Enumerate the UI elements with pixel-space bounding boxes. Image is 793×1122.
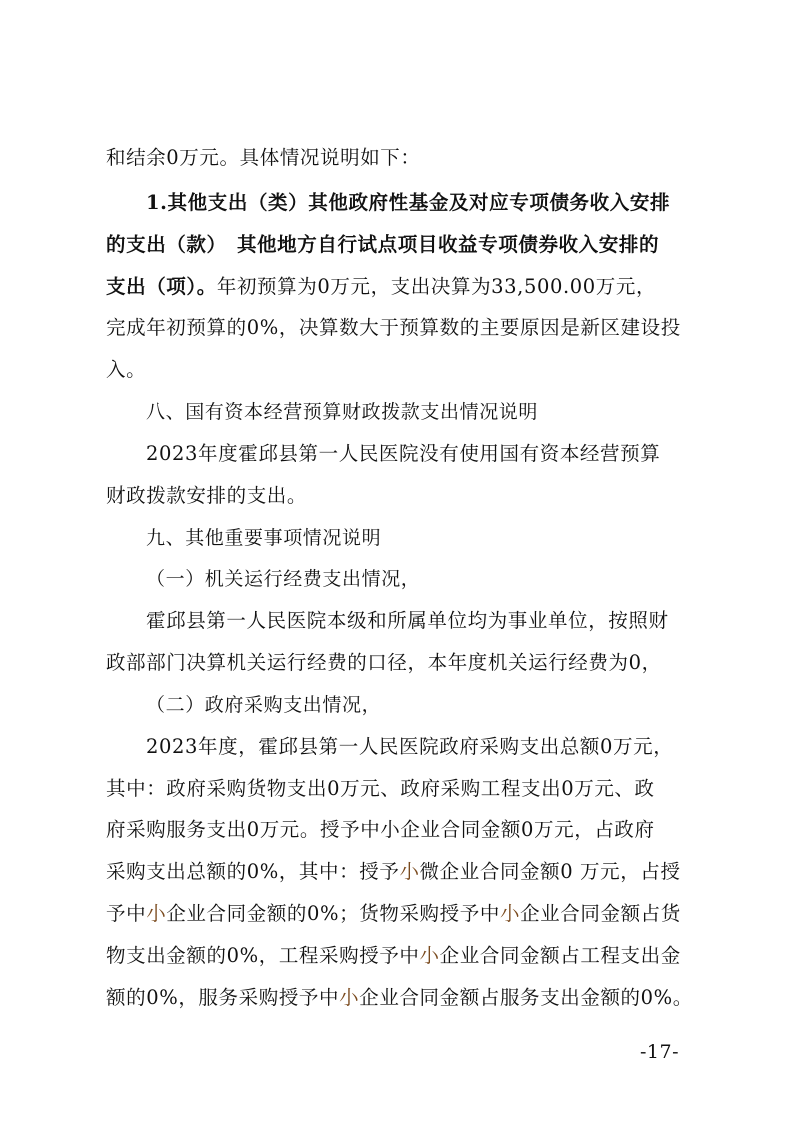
text-line: 支出（项）。年初预算为0万元，支出决算为33,500.00万元， (106, 275, 657, 298)
text-line: 政部部门决算机关运行经费的口径，本年度机关运行经费为0， (106, 651, 662, 674)
section-heading: 八、国有资本经营预算财政拨款支出情况说明 (146, 401, 539, 423)
text-line: 其中：政府采购货物支出0万元、政府采购工程支出0万元、政 (106, 777, 655, 800)
text-line: 的支出（款） 其他地方自行试点项目收益专项债券收入安排的 (106, 233, 660, 256)
text-line: 和结余0万元。具体情况说明如下： (106, 146, 421, 169)
text-line: 2023年度霍邱县第一人民医院没有使用国有资本经营预算 (146, 442, 661, 465)
text-line: 完成年初预算的0%，决算数大于预算数的主要原因是新区建设投 (106, 316, 681, 339)
text-line: 2023年度，霍邱县第一人民医院政府采购支出总额0万元， (146, 735, 674, 758)
text-line: 霍邱县第一人民医院本级和所属单位均为事业单位，按照财 (146, 609, 669, 632)
text-line: 予中小企业合同金额的0%；货物采购授予中小企业合同金额占货 (106, 902, 681, 925)
text-line: 府采购服务支出0万元。授予中小企业合同金额0万元，占政府 (106, 818, 655, 841)
text-line: 1.其他支出（类）其他政府性基金及对应专项债务收入安排 (146, 191, 671, 214)
section-heading: 九、其他重要事项情况说明 (146, 527, 382, 549)
text-line: 财政拨款安排的支出。 (106, 484, 308, 507)
text-line: 采购支出总额的0%，其中：授予小微企业合同金额0 万元，占授 (106, 860, 681, 883)
page-number: -17- (640, 1041, 680, 1063)
text-line: 额的0%，服务采购授予中小企业合同金额占服务支出金额的0%。 (106, 986, 693, 1009)
text-line: 入。 (106, 358, 147, 381)
subsection-heading: （一）机关运行经费支出情况， (146, 568, 421, 590)
subsection-heading: （二）政府采购支出情况， (146, 694, 382, 716)
text-line: 物支出金额的0%，工程采购授予中小企业合同金额占工程支出金 (106, 944, 681, 967)
